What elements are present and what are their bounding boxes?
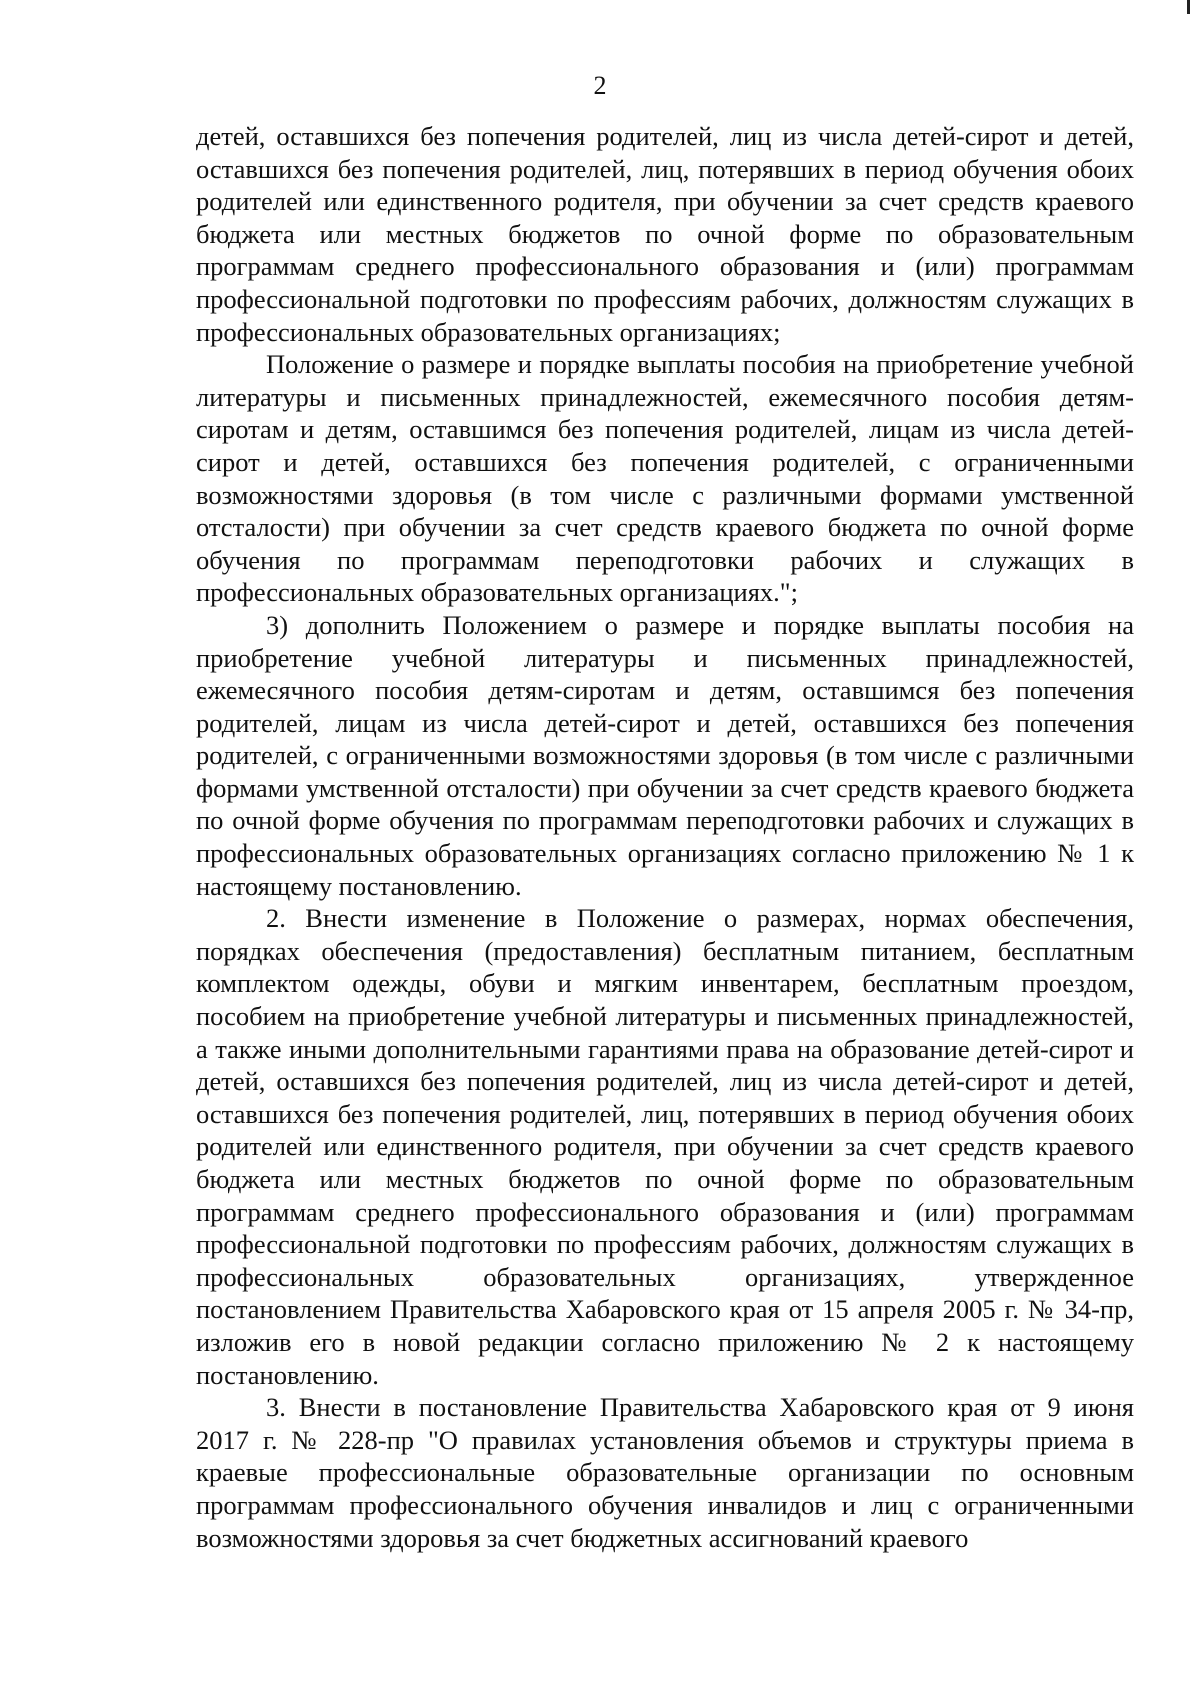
paragraph-continuation: детей, оставшихся без попечения родителей, лиц из числа детей-сирот и детей, оставшихся без попечения родителей, лиц, потерявших в период обучения обоих родителей или единственного родителя, при обучении за счет средств краевого бюджета или местных бюджетов по очной форме по образовательным программам среднего профессионального образования и (или) программам профессиональной подготовки по профессиям рабочих, должностям служащих в профессиональных образовательных организациях; bbox=[196, 121, 1134, 347]
document-body bbox=[196, 120, 1134, 1554]
paragraph-item-3-supplement: 3) дополнить Положением о размере и порядке выплаты пособия на приобретение учебной литературы и письменных принадлежностей, ежемесячного пособия детям-сиротам и детям, оставшимся без попечения родителей, лицам из числа детей-сирот и детей, оставшихся без попечения родителей, с ограниченными возможностями здоровья (в том числе с различными формами умственной отсталости) при обучении за счет средств краевого бюджета по очной форме обучения по программам переподготовки рабочих и служащих в профессиональных образовательных организациях согласно приложению № 1 к настоящему постановлению. bbox=[196, 609, 1134, 901]
page-number: 2 bbox=[593, 71, 607, 100]
paragraph-item-2-amendment: 2. Внести изменение в Положение о размерах, нормах обеспечения, порядках обеспечения (предоставления) бесплатным питанием, бесплатным комплектом одежды, обуви и мягким инвентарем, бесплатным проездом, пособием на приобретение учебной литературы и письменных принадлежностей, а также иными дополнительными гарантиями права на образование детей-сирот и детей, оставшихся без попечения родителей, лиц из числа детей-сирот и детей, оставшихся без попечения родителей, лиц, потерявших в период обучения обоих родителей или единственного родителя, при обучении за счет средств краевого бюджета или местных бюджетов по очной форме по образовательным программам среднего профессионального образования и (или) программам профессиональной подготовки по профессиям рабочих, должностям служащих в профессиональных образовательных организациях, утвержденное постановлением Правительства Хабаровского края от 15 апреля 2005 г. № 34-пр, изложив его в новой редакции согласно приложению № 2 к настоящему постановлению. bbox=[196, 903, 1134, 1390]
paragraph-item-3-resolution: 3. Внести в постановление Правительства Хабаровского края от 9 июня 2017 г. № 228-пр "О правилах установления объемов и структуры приема в краевые профессиональные образовательные организации по основным программам профессионального обучения инвалидов и лиц с ограниченными возможностями здоровья за счет бюджетных ассигнований краевого bbox=[196, 1392, 1134, 1553]
scan-edge-mark bbox=[1187, 0, 1190, 14]
paragraph-regulation-allowance: Положение о размере и порядке выплаты пособия на приобретение учебной литературы и письменных принадлежностей, ежемесячного пособия детям-сиротам и детям, оставшимся без попечения родителей, лицам из числа детей-сирот и детей, оставшихся без попечения родителей, с ограниченными возможностями здоровья (в том числе с различными формами умственной отсталости) при обучении за счет средств краевого бюджета по очной форме обучения по программам переподготовки рабочих и служащих в профессиональных образовательных организациях."; bbox=[196, 349, 1134, 608]
